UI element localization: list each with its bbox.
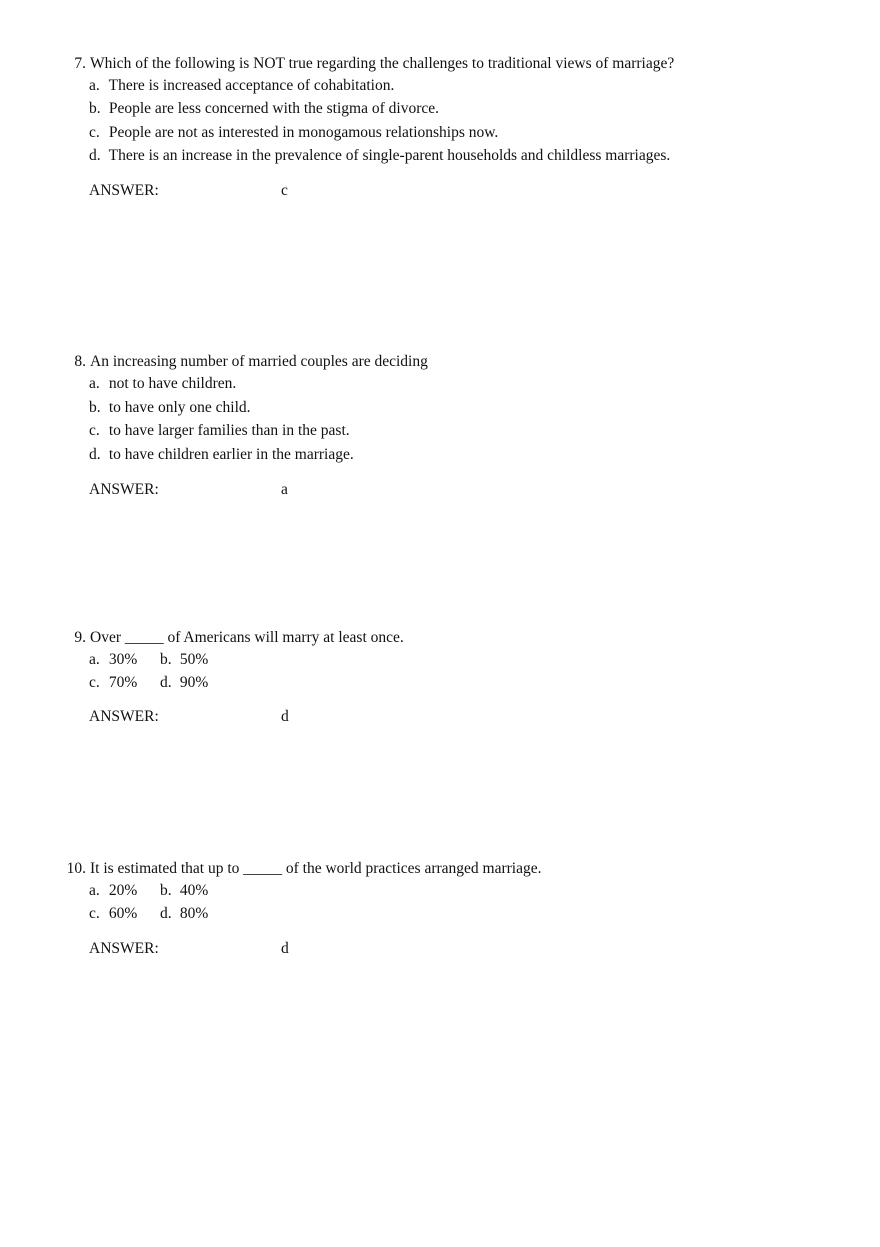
answer-value: a [281, 481, 288, 498]
option-letter: b. [160, 882, 172, 899]
option-letter: d. [160, 905, 172, 922]
answer-label: ANSWER: [89, 481, 159, 498]
option-a [89, 651, 137, 669]
option-text: 40% [179, 882, 209, 899]
option-c [89, 674, 137, 692]
option-letter: a. [89, 77, 100, 94]
option-text: There is increased acceptance of cohabitation. [108, 77, 395, 94]
option-text: to have children earlier in the marriage. [108, 446, 354, 463]
option-b [160, 651, 208, 669]
option-letter: a. [89, 651, 100, 668]
option-a [89, 882, 137, 900]
option-text: People are less concerned with the stigma of divorce. [108, 100, 439, 117]
option-text: There is an increase in the prevalence of single-parent households and childless marriages. [108, 147, 671, 164]
option-d [160, 674, 208, 692]
option-letter: d. [89, 446, 101, 463]
option-text: not to have children. [108, 375, 237, 392]
option-letter: c. [89, 124, 100, 141]
option-c [89, 905, 137, 923]
option-b [89, 100, 439, 118]
question-stem: An increasing number of married couples are deciding [90, 353, 428, 370]
option-d [89, 147, 670, 165]
option-text: 20% [108, 882, 138, 899]
option-text: 60% [108, 905, 138, 922]
question-number: 9. [74, 629, 86, 646]
option-letter: d. [160, 674, 172, 691]
option-letter: c. [89, 905, 100, 922]
answer-value: c [281, 182, 288, 199]
option-b [160, 882, 208, 900]
option-letter: a. [89, 882, 100, 899]
option-letter: b. [160, 651, 172, 668]
option-text: 70% [108, 674, 138, 691]
option-text: People are not as interested in monogamous relationships now. [108, 124, 499, 141]
option-letter: b. [89, 399, 101, 416]
option-text: 30% [108, 651, 138, 668]
option-d [89, 446, 354, 464]
option-a [89, 375, 236, 393]
option-text: 90% [179, 674, 209, 691]
option-c [89, 422, 350, 440]
answer-label: ANSWER: [89, 940, 159, 957]
question-number: 8. [74, 353, 86, 370]
option-letter: c. [89, 422, 100, 439]
option-letter: a. [89, 375, 100, 392]
option-b [89, 399, 251, 417]
question-stem: It is estimated that up to _____ of the world practices arranged marriage. [90, 860, 542, 877]
question-stem: Which of the following is NOT true regarding the challenges to traditional views of marriage? [90, 55, 675, 72]
option-text: to have larger families than in the past. [108, 422, 350, 439]
question-number: 10. [66, 860, 86, 877]
option-letter: c. [89, 674, 100, 691]
option-c [89, 124, 498, 142]
option-a [89, 77, 394, 95]
answer-value: d [281, 940, 289, 957]
option-text: to have only one child. [108, 399, 251, 416]
option-letter: d. [89, 147, 101, 164]
answer-value: d [281, 708, 289, 725]
answer-label: ANSWER: [89, 182, 159, 199]
option-text: 50% [179, 651, 209, 668]
answer-label: ANSWER: [89, 708, 159, 725]
option-d [160, 905, 208, 923]
question-number: 7. [74, 55, 86, 72]
option-letter: b. [89, 100, 101, 117]
question-stem: Over _____ of Americans will marry at least once. [90, 629, 404, 646]
option-text: 80% [179, 905, 209, 922]
